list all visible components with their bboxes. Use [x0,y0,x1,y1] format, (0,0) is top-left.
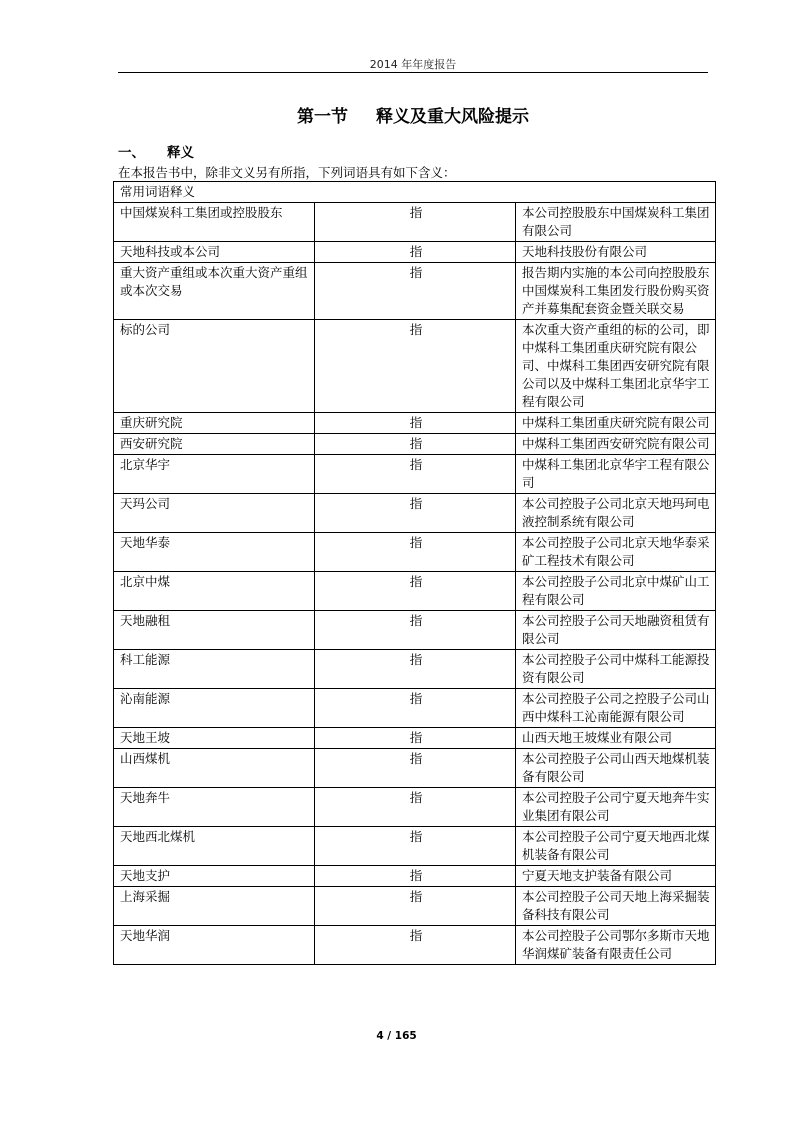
meaning-cell: 本公司控股子公司天地融资租赁有限公司 [516,611,716,650]
refers-cell: 指 [315,926,516,965]
table-row [114,788,716,827]
intro-text: 在本报告书中，除非文义另有所指，下列词语具有如下含义： [118,165,456,180]
term-cell: 科工能源 [114,650,315,689]
meaning-cell: 本公司控股子公司天地上海采掘装备科技有限公司 [516,887,716,926]
table-row [114,611,716,650]
subsection-number: 一、 [118,145,145,161]
term-cell: 标的公司 [114,320,315,413]
term-cell: 天地西北煤机 [114,827,315,866]
term-cell: 上海采掘 [114,887,315,926]
table-row [114,434,716,455]
table-row [114,320,716,413]
refers-cell: 指 [315,887,516,926]
table-caption-row [114,182,716,203]
refers-cell: 指 [315,242,516,263]
table-caption: 常用词语释义 [114,182,716,203]
meaning-cell: 报告期内实施的本公司向控股股东中国煤炭科工集团发行股份购买资产并募集配套资金暨关联交易 [516,263,716,320]
term-cell: 重大资产重组或本次重大资产重组或本次交易 [114,263,315,320]
section-title [118,102,708,127]
page-number: 4 / 165 [376,1030,417,1042]
definitions-table [113,181,716,965]
table-row [114,572,716,611]
refers-cell: 指 [315,413,516,434]
table-row [114,494,716,533]
meaning-cell: 本公司控股股东中国煤炭科工集团有限公司 [516,203,716,242]
table-row [114,926,716,965]
term-cell: 天地奔牛 [114,788,315,827]
table-row [114,242,716,263]
section-number: 第一节 [297,107,348,127]
table-row [114,887,716,926]
running-header: 2014 年年度报告 [369,58,457,71]
table-row [114,533,716,572]
refers-cell: 指 [315,263,516,320]
meaning-cell: 天地科技股份有限公司 [516,242,716,263]
meaning-cell: 本公司控股子公司中煤科工能源投资有限公司 [516,650,716,689]
header-divider [118,72,708,73]
meaning-cell: 本公司控股子公司之控股子公司山西中煤科工沁南能源有限公司 [516,689,716,728]
table-row [114,689,716,728]
term-cell: 山西煤机 [114,749,315,788]
term-cell: 天地华泰 [114,533,315,572]
term-cell: 西安研究院 [114,434,315,455]
meaning-cell: 本公司控股子公司北京天地玛珂电液控制系统有限公司 [516,494,716,533]
table-row [114,749,716,788]
table-row [114,263,716,320]
subsection-heading [118,141,194,161]
refers-cell: 指 [315,650,516,689]
refers-cell: 指 [315,203,516,242]
section-heading: 释义及重大风险提示 [376,107,529,127]
term-cell: 北京中煤 [114,572,315,611]
term-cell: 天地华润 [114,926,315,965]
term-cell: 天玛公司 [114,494,315,533]
meaning-cell: 本公司控股子公司山西天地煤机装备有限公司 [516,749,716,788]
meaning-cell: 本公司控股子公司宁夏天地奔牛实业集团有限公司 [516,788,716,827]
table-row [114,203,716,242]
term-cell: 天地王坡 [114,728,315,749]
refers-cell: 指 [315,572,516,611]
table-row [114,866,716,887]
meaning-cell: 本公司控股子公司鄂尔多斯市天地华润煤矿装备有限责任公司 [516,926,716,965]
meaning-cell: 山西天地王坡煤业有限公司 [516,728,716,749]
refers-cell: 指 [315,728,516,749]
subsection-title: 释义 [167,145,194,161]
term-cell: 天地科技或本公司 [114,242,315,263]
term-cell: 重庆研究院 [114,413,315,434]
meaning-cell: 中煤科工集团西安研究院有限公司 [516,434,716,455]
term-cell: 中国煤炭科工集团或控股股东 [114,203,315,242]
refers-cell: 指 [315,455,516,494]
term-cell: 天地支护 [114,866,315,887]
table-row [114,728,716,749]
table-row [114,413,716,434]
refers-cell: 指 [315,611,516,650]
meaning-cell: 中煤科工集团重庆研究院有限公司 [516,413,716,434]
meaning-cell: 本公司控股子公司宁夏天地西北煤机装备有限公司 [516,827,716,866]
term-cell: 天地融租 [114,611,315,650]
refers-cell: 指 [315,788,516,827]
meaning-cell: 本次重大资产重组的标的公司，即中煤科工集团重庆研究院有限公司、中煤科工集团西安研究院有限公司以及中煤科工集团北京华宇工程有限公司 [516,320,716,413]
table-row [114,650,716,689]
meaning-cell: 本公司控股子公司北京天地华泰采矿工程技术有限公司 [516,533,716,572]
term-cell: 沁南能源 [114,689,315,728]
table-row [114,455,716,494]
term-cell: 北京华宇 [114,455,315,494]
refers-cell: 指 [315,749,516,788]
refers-cell: 指 [315,689,516,728]
refers-cell: 指 [315,494,516,533]
refers-cell: 指 [315,866,516,887]
meaning-cell: 宁夏天地支护装备有限公司 [516,866,716,887]
refers-cell: 指 [315,320,516,413]
table-row [114,827,716,866]
refers-cell: 指 [315,434,516,455]
refers-cell: 指 [315,533,516,572]
meaning-cell: 中煤科工集团北京华宇工程有限公司 [516,455,716,494]
refers-cell: 指 [315,827,516,866]
meaning-cell: 本公司控股子公司北京中煤矿山工程有限公司 [516,572,716,611]
